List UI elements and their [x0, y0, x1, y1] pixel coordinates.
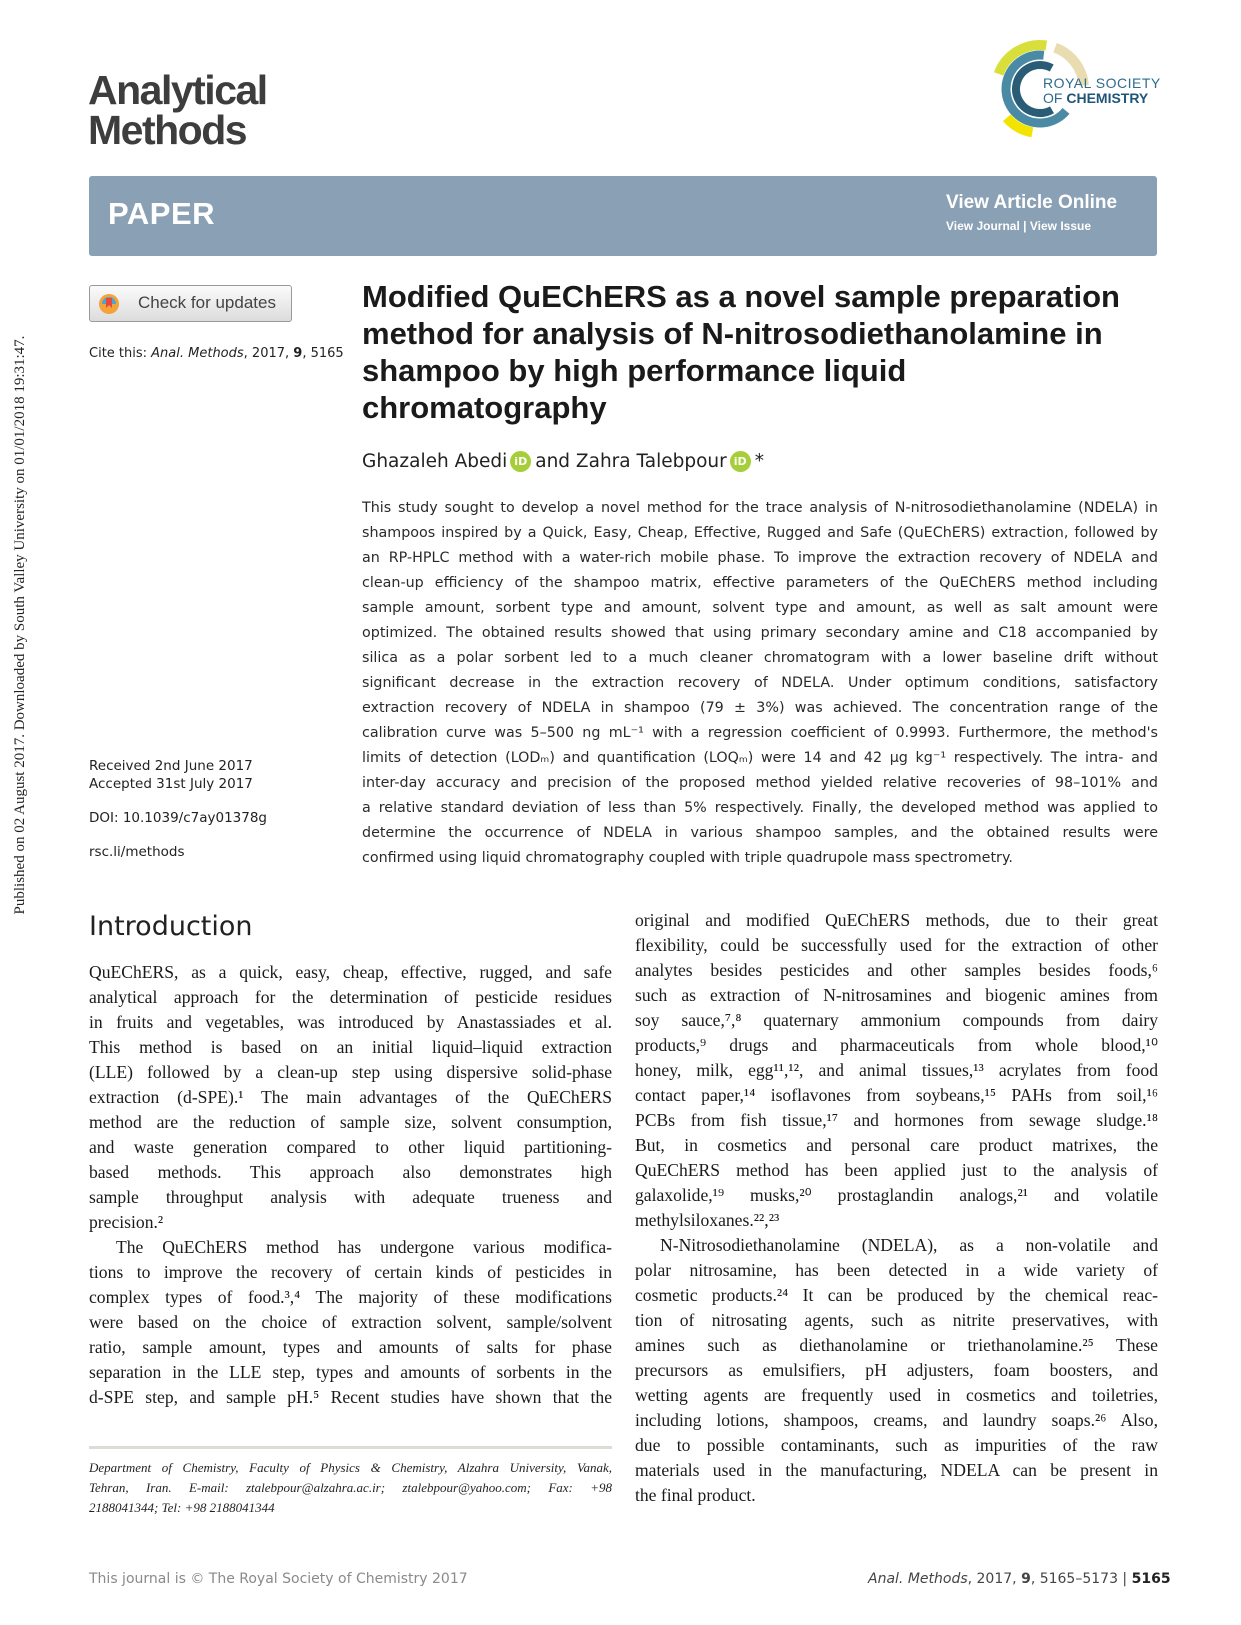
abstract-line: inter-day accuracy and precision of the proposed method yielded relative recoveries of 98–101% and [362, 775, 1158, 791]
rsc-chemistry: CHEMISTRY [1066, 90, 1149, 106]
accepted-date: Accepted 31st July 2017 [89, 776, 253, 792]
abstract-line: clean-up efficiency of the shampoo matrix, effective parameters of the QuEChERS method including [362, 575, 1158, 591]
banner-links [946, 219, 1091, 233]
received-date: Received 2nd June 2017 [89, 758, 253, 774]
abstract-line: a relative standard deviation of less than 5% respectively. Finally, the developed method was applied to [362, 800, 1158, 816]
check-for-updates-label: Check for updates [138, 293, 276, 312]
body-line: PCBs from fish tissue,¹⁷ and hormones from sewage sludge.¹⁸ [635, 1110, 1158, 1130]
body-line: and waste generation compared to other liquid partitioning- [89, 1137, 612, 1157]
body-line: flexibility, could be successfully used for the extraction of other [635, 935, 1158, 955]
abstract-line: an RP-HPLC method with a water-rich mobile phase. To improve the extraction recovery of NDELA and [362, 550, 1158, 566]
body-column-left [89, 960, 612, 1410]
page-number: 5165 [1131, 1571, 1171, 1587]
cite-journal: Anal. Methods [151, 346, 244, 361]
orcid-icon[interactable]: iD [730, 451, 751, 472]
body-line: due to possible contaminants, such as impurities of the raw [635, 1435, 1158, 1455]
title-line: shampoo by high performance liquid [362, 353, 907, 388]
abstract-line: optimized. The obtained results showed that using primary secondary amine and C18 accompanied by [362, 625, 1158, 641]
body-line: the final product. [635, 1485, 756, 1505]
page-footer-citation [868, 1571, 1171, 1587]
crossmark-icon [98, 293, 120, 315]
body-line: cosmetic products.²⁴ It can be produced by the chemical reac- [635, 1285, 1158, 1305]
body-line: QuEChERS, as a quick, easy, cheap, effective, rugged, and safe [89, 962, 612, 982]
body-line: tions to improve the recovery of certain kinds of pesticides in [89, 1262, 612, 1282]
rsc-wordmark-line1: ROYAL SOCIETY [1043, 75, 1161, 91]
title-line: chromatography [362, 390, 607, 425]
abstract-line: sample amount, sorbent type and amount, solvent type and amount, as well as salt amount were [362, 600, 1158, 616]
body-line: including lotions, shampoos, creams, and laundry soaps.²⁶ Also, [635, 1410, 1158, 1430]
cite-prefix: Cite this: [89, 346, 152, 361]
body-line: amines such as diethanolamine or triethanolamine.²⁵ These [635, 1335, 1158, 1355]
body-line: were based on the choice of extraction solvent, sample/solvent [89, 1312, 612, 1332]
body-column-right [635, 908, 1158, 1508]
footnote-line: Tehran, Iran. E-mail: ztalebpour@alzahra.ac.ir; ztalebpour@yahoo.com; Fax: +98 [89, 1480, 612, 1495]
footer-separator: | [1117, 1571, 1132, 1587]
footer-pages: , 5165–5173 [1030, 1571, 1118, 1587]
body-line: analytical approach for the determination of pesticide residues [89, 987, 612, 1007]
copyright-footer: This journal is © The Royal Society of Chemistry 2017 [89, 1571, 468, 1587]
affiliation-footnote [89, 1458, 612, 1518]
footer-volume: 9 [1021, 1571, 1031, 1587]
corresponding-author-mark: * [754, 451, 764, 472]
abstract [362, 496, 1158, 871]
body-line: in fruits and vegetables, was introduced by Anastassiades et al. [89, 1012, 612, 1032]
cite-volume: 9 [293, 346, 303, 361]
title-line: method for analysis of N-nitrosodiethanolamine in [362, 316, 1103, 351]
author-name[interactable]: and Zahra Talebpour [535, 451, 727, 472]
body-line: The QuEChERS method has undergone various modifica- [116, 1237, 612, 1257]
body-line: This method is based on an initial liquid–liquid extraction [89, 1037, 612, 1057]
title-line: Modified QuEChERS as a novel sample preparation [362, 279, 1120, 314]
cite-page: , 5165 [302, 346, 344, 361]
abstract-line: calibration curve was 5–500 ng mL⁻¹ with a regression coefficient of 0.9993. Furthermore, the method's [362, 725, 1158, 741]
body-line: complex types of food.³,⁴ The majority of these modifications [89, 1287, 612, 1307]
journal-short-url[interactable]: rsc.li/methods [89, 844, 185, 860]
body-line: tion of nitrosating agents, such as nitrite preservatives, with [635, 1310, 1158, 1330]
body-line: N-Nitrosodiethanolamine (NDELA), as a non-volatile and [660, 1235, 1158, 1255]
body-line: analytes besides pesticides and other samples besides foods,⁶ [635, 960, 1158, 980]
journal-title [88, 67, 267, 153]
body-line: d-SPE step, and sample pH.⁵ Recent studies have shown that the [89, 1387, 612, 1407]
check-for-updates-button[interactable] [89, 285, 292, 322]
abstract-line: determine the occurrence of NDELA in various shampoo samples, and the obtained results were [362, 825, 1158, 841]
body-line: sample throughput analysis with adequate trueness and [89, 1187, 612, 1207]
author-list [362, 451, 764, 472]
paper-banner [89, 176, 1157, 256]
body-line: honey, milk, egg¹¹,¹², and animal tissues,¹³ acrylates from food [635, 1060, 1158, 1080]
footnote-divider [89, 1446, 612, 1449]
abstract-line: This study sought to develop a novel method for the trace analysis of N-nitrosodiethanolamine (NDELA) in [362, 500, 1158, 516]
body-line: precursors as emulsifiers, pH adjusters, foam boosters, and [635, 1360, 1158, 1380]
journal-title-line1: Analytical [88, 67, 267, 113]
section-heading-introduction: Introduction [89, 911, 253, 942]
article-title [362, 278, 1162, 426]
body-line: contact paper,¹⁴ isoflavones from soybeans,¹⁵ PAHs from soil,¹⁶ [635, 1085, 1158, 1105]
abstract-line: significant decrease in the extraction recovery of NDELA. Under optimum conditions, satisfactory [362, 675, 1158, 691]
article-type-label: PAPER [108, 196, 216, 231]
body-line: original and modified QuEChERS methods, due to their great [635, 910, 1158, 930]
rsc-wordmark-line2 [1043, 91, 1161, 106]
abstract-line: extraction recovery of NDELA in shampoo (79 ± 3%) was achieved. The concentration range of the [362, 700, 1158, 716]
body-line: methylsiloxanes.²²,²³ [635, 1210, 780, 1230]
citation [89, 346, 344, 361]
footer-journal: Anal. Methods [868, 1571, 968, 1587]
journal-title-line2: Methods [88, 107, 247, 153]
body-line: polar nitrosamine, has been detected in a wide variety of [635, 1260, 1158, 1280]
doi[interactable]: DOI: 10.1039/c7ay01378g [89, 810, 268, 826]
download-stamp: Published on 02 August 2017. Downloaded by South Valley University on 01/01/2018 19:31:47. [12, 335, 28, 915]
banner-link-separator: | [1023, 219, 1027, 233]
body-line: QuEChERS method has been applied just to the analysis of [635, 1160, 1158, 1180]
body-line: ratio, sample amount, types and amounts of salts for phase [89, 1337, 612, 1357]
abstract-line: limits of detection (LODₘ) and quantification (LOQₘ) were 14 and 42 μg kg⁻¹ respectively. The intra- and [362, 750, 1158, 766]
view-issue-link[interactable]: View Issue [1029, 219, 1092, 233]
body-line: based methods. This approach also demonstrates high [89, 1162, 612, 1182]
body-line: extraction (d-SPE).¹ The main advantages of the QuEChERS [89, 1087, 612, 1107]
orcid-icon[interactable]: iD [510, 451, 531, 472]
view-journal-link[interactable]: View Journal [946, 219, 1020, 233]
rsc-wordmark [1043, 76, 1161, 106]
rsc-of: OF [1043, 90, 1067, 106]
footnote-line: 2188041344; Tel: +98 2188041344 [89, 1500, 275, 1515]
body-line: (LLE) followed by a clean-up step using dispersive solid-phase [89, 1062, 612, 1082]
body-line: products,⁹ drugs and pharmaceuticals from whole blood,¹⁰ [635, 1035, 1158, 1055]
body-line: separation in the LLE step, types and amounts of sorbents in the [89, 1362, 612, 1382]
body-line: soy sauce,⁷,⁸ quaternary ammonium compounds from dairy [635, 1010, 1158, 1030]
body-line: method are the reduction of sample size, solvent consumption, [89, 1112, 612, 1132]
footnote-line: Department of Chemistry, Faculty of Physics & Chemistry, Alzahra University, Vanak, [89, 1460, 612, 1475]
footer-year: , 2017, [967, 1571, 1022, 1587]
body-line: wetting agents are frequently used in cosmetics and toiletries, [635, 1385, 1158, 1405]
view-article-online-link[interactable]: View Article Online [946, 192, 1118, 213]
body-line: materials used in the manufacturing, NDELA can be present in [635, 1460, 1158, 1480]
abstract-line: confirmed using liquid chromatography coupled with triple quadrupole mass spectrometry. [362, 850, 1013, 866]
body-line: galaxolide,¹⁹ musks,²⁰ prostaglandin analogs,²¹ and volatile [635, 1185, 1158, 1205]
author-name[interactable]: Ghazaleh Abedi [362, 451, 508, 472]
abstract-line: shampoos inspired by a Quick, Easy, Cheap, Effective, Rugged and Safe (QuEChERS) extraction, followed by [362, 525, 1158, 541]
body-line: such as extraction of N-nitrosamines and biogenic amines from [635, 985, 1158, 1005]
body-line: precision.² [89, 1212, 164, 1232]
body-line: But, in cosmetics and personal care product matrixes, the [635, 1135, 1158, 1155]
cite-year: , 2017, [243, 346, 294, 361]
abstract-line: silica as a polar sorbent led to a much cleaner chromatogram with a lower baseline drift without [362, 650, 1158, 666]
